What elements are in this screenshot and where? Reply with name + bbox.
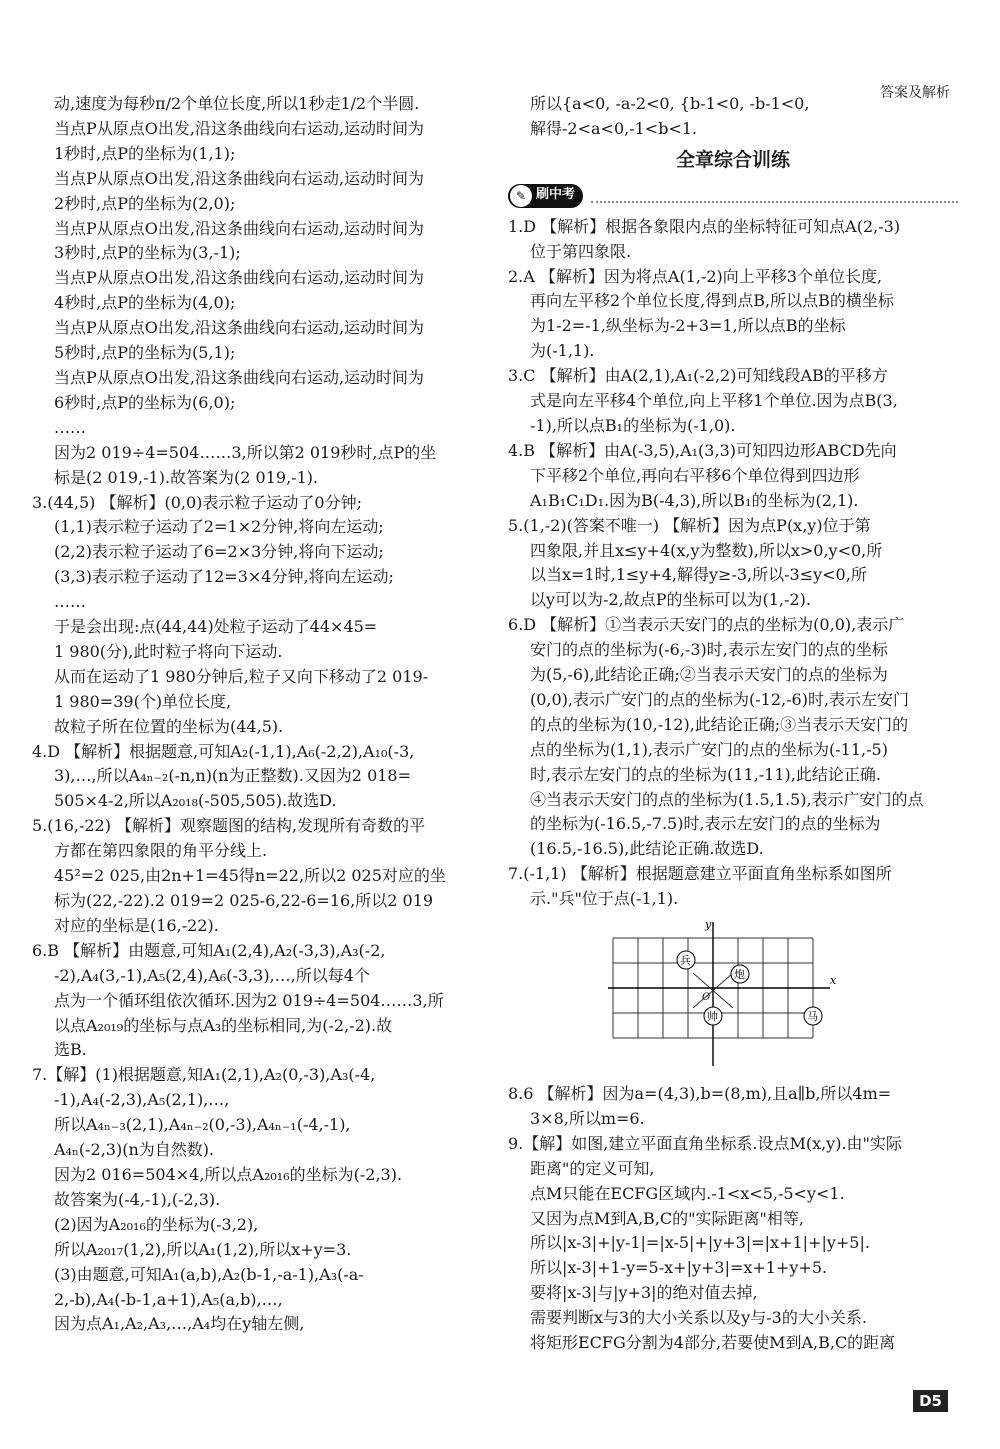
piece-shuai bbox=[704, 1007, 722, 1025]
right_a-line: 1.D 【解析】根据各象限内点的坐标特征可知点A(2,-3) bbox=[508, 216, 901, 236]
left-line: 7.【解】(1)根据题意,知A₁(2,1),A₂(0,-3),A₃(-4, bbox=[32, 1065, 376, 1085]
right_a-line: ④当表示天安门的点的坐标为(1.5,1.5),表示广安门的点 bbox=[530, 789, 924, 809]
left-line: 以点A₂₀₁₉的坐标与点A₃的坐标相同,为(-2,-2).故 bbox=[54, 1015, 393, 1035]
left-line: 1 980=39(个)单位长度, bbox=[54, 691, 232, 711]
left-line: 3.(44,5) 【解析】(0,0)表示粒子运动了0分钟; bbox=[32, 492, 362, 512]
left-line: 6.B 【解析】由题意,可知A₁(2,4),A₂(-3,3),A₃(-2, bbox=[32, 940, 386, 960]
right_a-line: 安门的点的坐标为(-6,-3)时,表示左安门的点的坐标 bbox=[530, 640, 888, 660]
left-line: (3)由题意,可知A₁(a,b),A₂(b-1,-a-1),A₃(-a- bbox=[54, 1264, 364, 1284]
right_a-line: 6.D 【解析】①当表示天安门的点的坐标为(0,0),表示广 bbox=[508, 615, 905, 635]
piece-bing bbox=[677, 951, 695, 969]
piece-bing-label: 兵 bbox=[680, 954, 691, 968]
left-line: 45²=2 025,由2n+1=45得n=22,所以2 025对应的坐 bbox=[54, 866, 446, 886]
left-line: 4秒时,点P的坐标为(4,0); bbox=[54, 293, 236, 313]
right_top-line: 解得-2<a<0,-1<b<1. bbox=[530, 118, 698, 138]
right_a-line: 为1-2=-1,纵坐标为-2+3=1,所以点B的坐标 bbox=[530, 316, 846, 336]
right_b-line: 距离"的定义可知, bbox=[530, 1158, 655, 1178]
right_a-line: 点的坐标为(1,1),表示广安门的点的坐标为(-11,-5) bbox=[530, 739, 888, 759]
piece-shuai-label: 帅 bbox=[707, 1010, 718, 1024]
left-line: 5.(16,-22) 【解析】观察题图的结构,发现所有奇数的平 bbox=[32, 816, 426, 836]
left-line: 点为一个循环组依次循环.因为2 019÷4=504……3,所 bbox=[54, 990, 444, 1010]
left-line: (1,1)表示粒子运动了2=1×2分钟,将向左运动; bbox=[54, 517, 384, 537]
answers-block-a bbox=[508, 215, 958, 912]
right_a-line: 3.C 【解析】由A(2,1),A₁(-2,2)可知线段AB的平移方 bbox=[508, 366, 888, 386]
answers-block-b bbox=[508, 1082, 958, 1356]
left-line: …… bbox=[54, 417, 86, 437]
left-line: 3秒时,点P的坐标为(3,-1); bbox=[54, 243, 241, 263]
right_a-line: 7.(-1,1) 【解析】根据题意建立平面直角坐标系如图所 bbox=[508, 864, 892, 884]
banner-dots bbox=[591, 189, 958, 203]
left-line: 标是(2 019,-1).故答案为(2 019,-1). bbox=[54, 467, 319, 487]
right_a-line: 时,表示左安门的点的坐标为(11,-11),此结论正确. bbox=[530, 764, 881, 784]
left-line: 选B. bbox=[54, 1040, 87, 1060]
left-line: 因为点A₁,A₂,A₃,…,A₄均在y轴左侧, bbox=[54, 1314, 305, 1334]
pencil-icon: ✎ bbox=[510, 185, 532, 207]
left-line: 于是会出现:点(44,44)处粒子运动了44×45= bbox=[54, 617, 378, 637]
right_a-line: 为(-1,1). bbox=[530, 341, 595, 361]
left-line: (2)因为A₂₀₁₆的坐标为(-3,2), bbox=[54, 1214, 259, 1234]
right_a-line: 5.(1,-2)(答案不唯一) 【解析】因为点P(x,y)位于第 bbox=[508, 515, 871, 535]
piece-ma bbox=[804, 1007, 822, 1025]
right_a-line: 的点的坐标为(10,-12),此结论正确;③当表示天安门的 bbox=[530, 714, 909, 734]
left-column bbox=[32, 92, 480, 1337]
left-line: 6秒时,点P的坐标为(6,0); bbox=[54, 392, 236, 412]
right_a-line: 2.A 【解析】因为将点A(1,-2)向上平移3个单位长度, bbox=[508, 266, 883, 286]
left-line: 因为2 019÷4=504……3,所以第2 019秒时,点P的坐 bbox=[54, 442, 437, 462]
right_b-line: 要将|x-3|与|y+3|的绝对值去掉, bbox=[530, 1283, 758, 1303]
left-line: -2),A₄(3,-1),A₅(2,4),A₆(-3,3),…,所以每4个 bbox=[54, 965, 370, 985]
left-line: A₄ₙ(-2,3)(n为自然数). bbox=[54, 1140, 215, 1160]
left-line: 1秒时,点P的坐标为(1,1); bbox=[54, 143, 236, 163]
right_a-line: (16.5,-16.5),此结论正确.故选D. bbox=[530, 839, 764, 859]
right_b-line: 8.6 【解析】因为a=(4,3),b=(8,m),且a∥b,所以4m= bbox=[508, 1084, 892, 1103]
right_a-line: 位于第四象限. bbox=[530, 241, 632, 261]
right_b-line: 又因为点M到A,B,C的"实际距离"相等, bbox=[530, 1208, 804, 1228]
right_b-line: 9.【解】如图,建立平面直角坐标系.设点M(x,y).由"实际 bbox=[508, 1133, 902, 1153]
right_a-line: (0,0),表示广安门的点的坐标为(-12,-6)时,表示左安门 bbox=[530, 689, 910, 709]
left-line: -1),A₄(-2,3),A₅(2,1),…, bbox=[54, 1090, 230, 1110]
left-line: 对应的坐标是(16,-22). bbox=[54, 915, 219, 935]
right_a-line: 再向左平移2个单位长度,得到点B,所以点B的横坐标 bbox=[530, 291, 894, 311]
left-line: 当点P从原点O出发,沿这条曲线向右运动,运动时间为 bbox=[54, 268, 425, 288]
right_b-line: 需要判断x与3的大小关系以及y与-3的大小关系. bbox=[530, 1308, 867, 1328]
chess-grid-figure bbox=[608, 918, 838, 1068]
left-line: 从而在运动了1 980分钟后,粒子又向下移动了2 019- bbox=[54, 666, 429, 686]
left-line: 505×4-2,所以A₂₀₁₈(-505,505).故选D. bbox=[54, 791, 337, 811]
right_a-line: 为(5,-6),此结论正确;②当表示天安门的点的坐标为 bbox=[530, 665, 888, 685]
left-line: …… bbox=[54, 592, 86, 612]
right_a-line: 以y可以为-2,故点P的坐标可以为(1,-2). bbox=[530, 590, 811, 610]
x-axis-label: x bbox=[830, 974, 837, 988]
banner-badge bbox=[508, 184, 583, 208]
right_a-line: 下平移2个单位,再向右平移6个单位得到四边形 bbox=[530, 465, 860, 485]
banner-label: 刷中考 bbox=[536, 187, 576, 203]
right_a-line: 四象限,并且x≤y+4(x,y为整数),所以x>0,y<0,所 bbox=[530, 540, 883, 560]
origin-label: O bbox=[702, 992, 711, 1004]
left-line: 方都在第四象限的角平分线上. bbox=[54, 841, 268, 861]
left-line: 当点P从原点O出发,沿这条曲线向右运动,运动时间为 bbox=[54, 118, 425, 138]
left-line: 2秒时,点P的坐标为(2,0); bbox=[54, 193, 236, 213]
left-line: 当点P从原点O出发,沿这条曲线向右运动,运动时间为 bbox=[54, 168, 425, 188]
right_a-line: 4.B 【解析】由A(-3,5),A₁(3,3)可知四边形ABCD先向 bbox=[508, 440, 897, 460]
left-line: 当点P从原点O出发,沿这条曲线向右运动,运动时间为 bbox=[54, 218, 425, 238]
right_b-line: 点M只能在ECFG区域内.-1<x<5,-5<y<1. bbox=[530, 1183, 845, 1203]
left-line: 4.D 【解析】根据题意,可知A₂(-1,1),A₆(-2,2),A₁₀(-3, bbox=[32, 741, 415, 761]
piece-pao-label: 炮 bbox=[734, 968, 745, 982]
right_a-line: 的坐标为(-16.5,-7.5)时,表示左安门的点的坐标为 bbox=[530, 814, 881, 834]
right_a-line: A₁B₁C₁D₁.因为B(-4,3),所以B₁的坐标为(2,1). bbox=[530, 490, 859, 510]
left-line: 因为2 016=504×4,所以点A₂₀₁₆的坐标为(-2,3). bbox=[54, 1164, 403, 1184]
left-line: 动,速度为每秒π/2个单位长度,所以1秒走1/2个半圆. bbox=[54, 94, 420, 113]
right_a-line: 示."兵"位于点(-1,1). bbox=[530, 889, 679, 909]
left-line: 所以A₂₀₁₇(1,2),所以A₁(1,2),所以x+y=3. bbox=[54, 1239, 352, 1259]
left-line: (3,3)表示粒子运动了12=3×4分钟,将向左运动; bbox=[54, 567, 394, 587]
right-top-block bbox=[508, 92, 958, 142]
right_top-line: 所以{a<0, -a-2<0, {b-1<0, -b-1<0, bbox=[530, 94, 810, 113]
right_a-line: -1),所以点B₁的坐标为(-1,0). bbox=[530, 415, 736, 435]
right_b-line: 将矩形ECFG分割为4部分,若要使M到A,B,C的距离 bbox=[530, 1333, 896, 1353]
right_b-line: 所以|x-3|+|y-1|=|x-5|+|y+3|=|x+1|+|y+5|. bbox=[530, 1233, 870, 1253]
left-line: 标为(22,-22).2 019=2 025-6,22-6=16,所以2 019 bbox=[54, 891, 434, 910]
left-line: 所以A₄ₙ₋₃(2,1),A₄ₙ₋₂(0,-3),A₄ₙ₋₁(-4,-1), bbox=[54, 1115, 351, 1135]
banner bbox=[508, 179, 958, 213]
page-number: D5 bbox=[913, 1390, 948, 1412]
left-line: 故粒子所在位置的坐标为(44,5). bbox=[54, 716, 284, 736]
right-column bbox=[508, 92, 958, 1356]
left-line: 故答案为(-4,-1),(-2,3). bbox=[54, 1189, 221, 1209]
right_a-line: 式是向左平移4个单位,向上平移1个单位.因为点B(3, bbox=[530, 391, 898, 411]
right_b-line: 3×8,所以m=6. bbox=[530, 1108, 645, 1128]
left-line: 当点P从原点O出发,沿这条曲线向右运动,运动时间为 bbox=[54, 318, 425, 338]
section-title: 全章综合训练 bbox=[675, 148, 790, 171]
left-line: (2,2)表示粒子运动了6=2×3分钟,将向下运动; bbox=[54, 542, 384, 562]
left-line: 5秒时,点P的坐标为(5,1); bbox=[54, 343, 236, 363]
left-line: 当点P从原点O出发,沿这条曲线向右运动,运动时间为 bbox=[54, 367, 425, 387]
piece-ma-label: 马 bbox=[807, 1010, 818, 1024]
page-header: 答案及解析 bbox=[880, 85, 950, 101]
y-axis-label: y bbox=[705, 918, 712, 932]
left-line: 2,-b),A₄(-b-1,a+1),A₅(a,b),…, bbox=[54, 1289, 283, 1309]
left-line: 3),…,所以A₄ₙ₋₂(-n,n)(n为正整数).又因为2 018= bbox=[54, 766, 412, 786]
piece-pao bbox=[731, 965, 749, 983]
right_a-line: 以当x=1时,1≤y+4,解得y≥-3,所以-3≤y<0,所 bbox=[530, 565, 867, 585]
right_b-line: 所以|x-3|+1-y=5-x+|y+3|=x+1+y+5. bbox=[530, 1258, 828, 1278]
left-line: 1 980(分),此时粒子将向下运动. bbox=[54, 641, 283, 661]
